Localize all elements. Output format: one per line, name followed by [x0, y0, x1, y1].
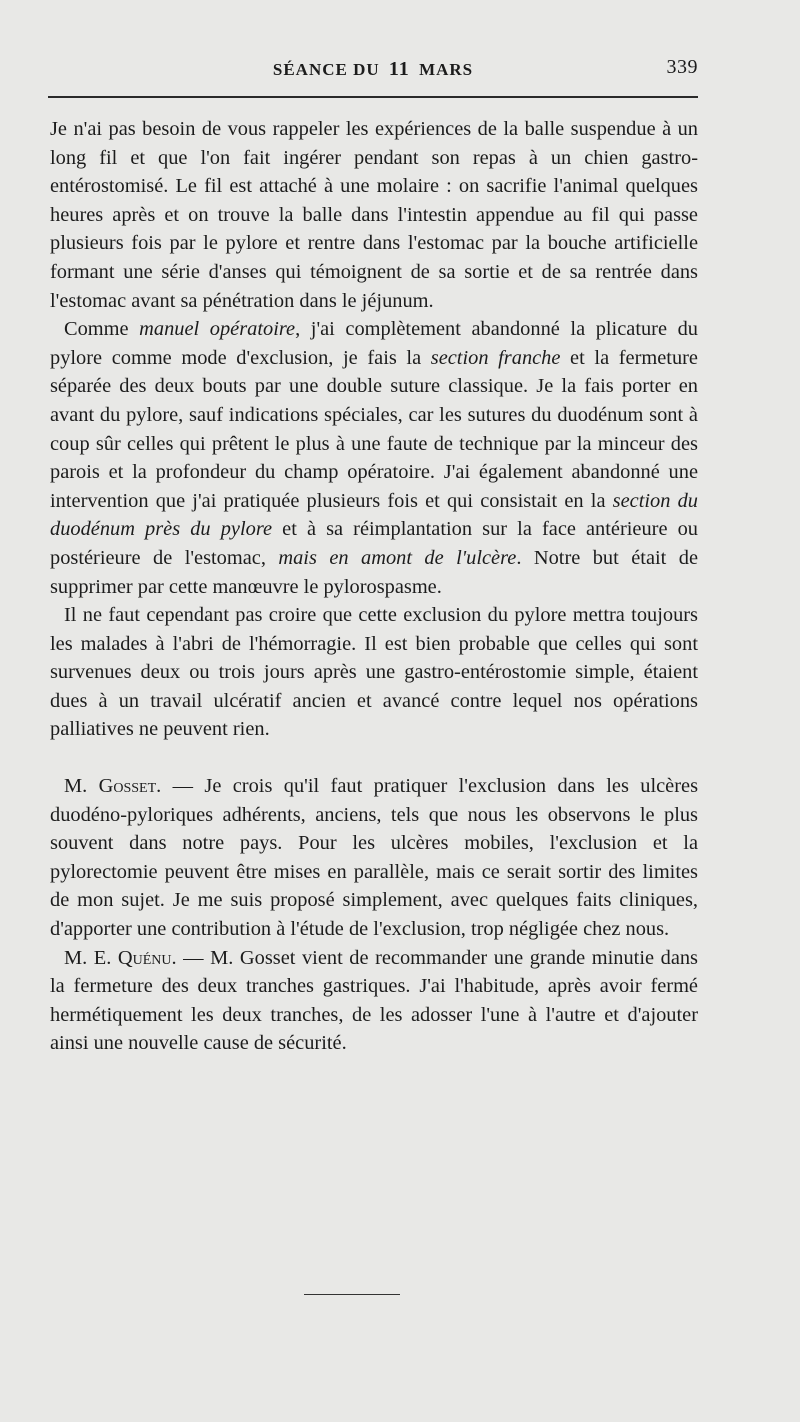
- running-head-after: MARS: [419, 60, 474, 79]
- paragraph-2-italic-2: section franche: [430, 346, 561, 369]
- paragraph-2: [50, 315, 698, 601]
- header-rule: [48, 96, 698, 98]
- speaker-gosset: Gosset: [98, 775, 157, 798]
- paragraph-3: Il ne faut cependant pas croire que cette exclusion du pylore mettra toujours les malades à l'abri de l'hémorragie. Il est bien probable que celles qui sont survenues deux ou trois jours après une gastro-entérostomie simple, étaient dues à un travail ulcératif ancien et avancé contre lequel nos opérations palliatives ne peuvent rien.: [50, 604, 698, 741]
- paragraph-quenu: [50, 944, 698, 1058]
- body-text: [50, 115, 698, 1058]
- running-head: [48, 58, 698, 81]
- paragraph-2-text-5: . Notre but était de supprimer par cette manœuvre le pylorospasme.: [50, 546, 699, 598]
- paragraph-2-italic-3: section du duodénum près du pylore: [50, 489, 698, 541]
- section-end-rule: [304, 1294, 400, 1295]
- paragraph-2-text-4: et à sa réimplantation sur la face antérieure ou postérieure de l'estomac,: [50, 518, 698, 569]
- page-header: [48, 54, 698, 84]
- speaker-quenu: Quénu: [117, 946, 172, 969]
- paragraph-gosset: [50, 772, 698, 944]
- quenu-text: . — M. Gosset vient de recommander une grande minutie dans la fermeture des deux tranches gastriques. J'ai l'habitude, après avoir fermé hermétiquement les deux tranches, de les adosser l'une à l'autre et d'ajouter ainsi une nouvelle cause de sécurité.: [50, 946, 698, 1055]
- paragraph-1: Je n'ai pas besoin de vous rappeler les expériences de la balle suspendue à un long fil et que l'on fait ingérer pendant son repas à un chien gastro-entérostomisé. Le fil est attaché à une molaire : on sacrifie l'animal quelques heures après et on trouve la balle dans l'intestin appendue au fil qui passe plusieurs fois par le pylore et rentre dans l'estomac par la bouche artificielle formant une série d'anses qui témoignent de sa sortie et de sa rentrée dans l'estomac avant sa pénétration dans le jéjunum.: [50, 118, 698, 312]
- quenu-prefix: M. E.: [64, 946, 118, 969]
- paragraph-2-italic-4: mais en amont de l'ulcère: [278, 546, 517, 569]
- running-head-day: 11: [388, 58, 410, 80]
- gosset-text: . — Je crois qu'il faut pratiquer l'exclusion dans les ulcères duodéno-pyloriques adhérents, anciens, tels que nous les observons le plus souvent dans notre pays. Pour les ulcères mobiles, l'exclusion et la pylorectomie peuvent être mises en parallèle, mais ce serait sortir des limites de mon sujet. Je me suis proposé simplement, avec quelques faits cliniques, d'apporter une contribution à l'étude de l'exclusion, trop négligée chez nous.: [50, 775, 699, 941]
- gosset-prefix: M.: [64, 775, 99, 798]
- paragraph-2-italic-1: manuel opératoire: [139, 318, 296, 341]
- paragraph-2-text-1: Comme: [64, 318, 140, 341]
- page-number: 339: [666, 56, 698, 78]
- paragraph-2-text-3: et la fermeture séparée des deux bouts par une double suture classique. Je la fais porter en avant du pylore, sauf indications spéciales, car les sutures du duodénum sont à coup sûr celles qui prêtent le plus à une faute de technique par la minceur des parois et la profondeur du champ opératoire. J'ai également abandonné une intervention que j'ai pratiquée plusieurs fois et qui consistait en la: [50, 346, 698, 512]
- running-head-before: SÉANCE DU: [272, 60, 380, 79]
- paragraph-2-text-2: , j'ai complètement abandonné la plicature du pylore comme mode d'exclusion, je fais la: [50, 318, 698, 369]
